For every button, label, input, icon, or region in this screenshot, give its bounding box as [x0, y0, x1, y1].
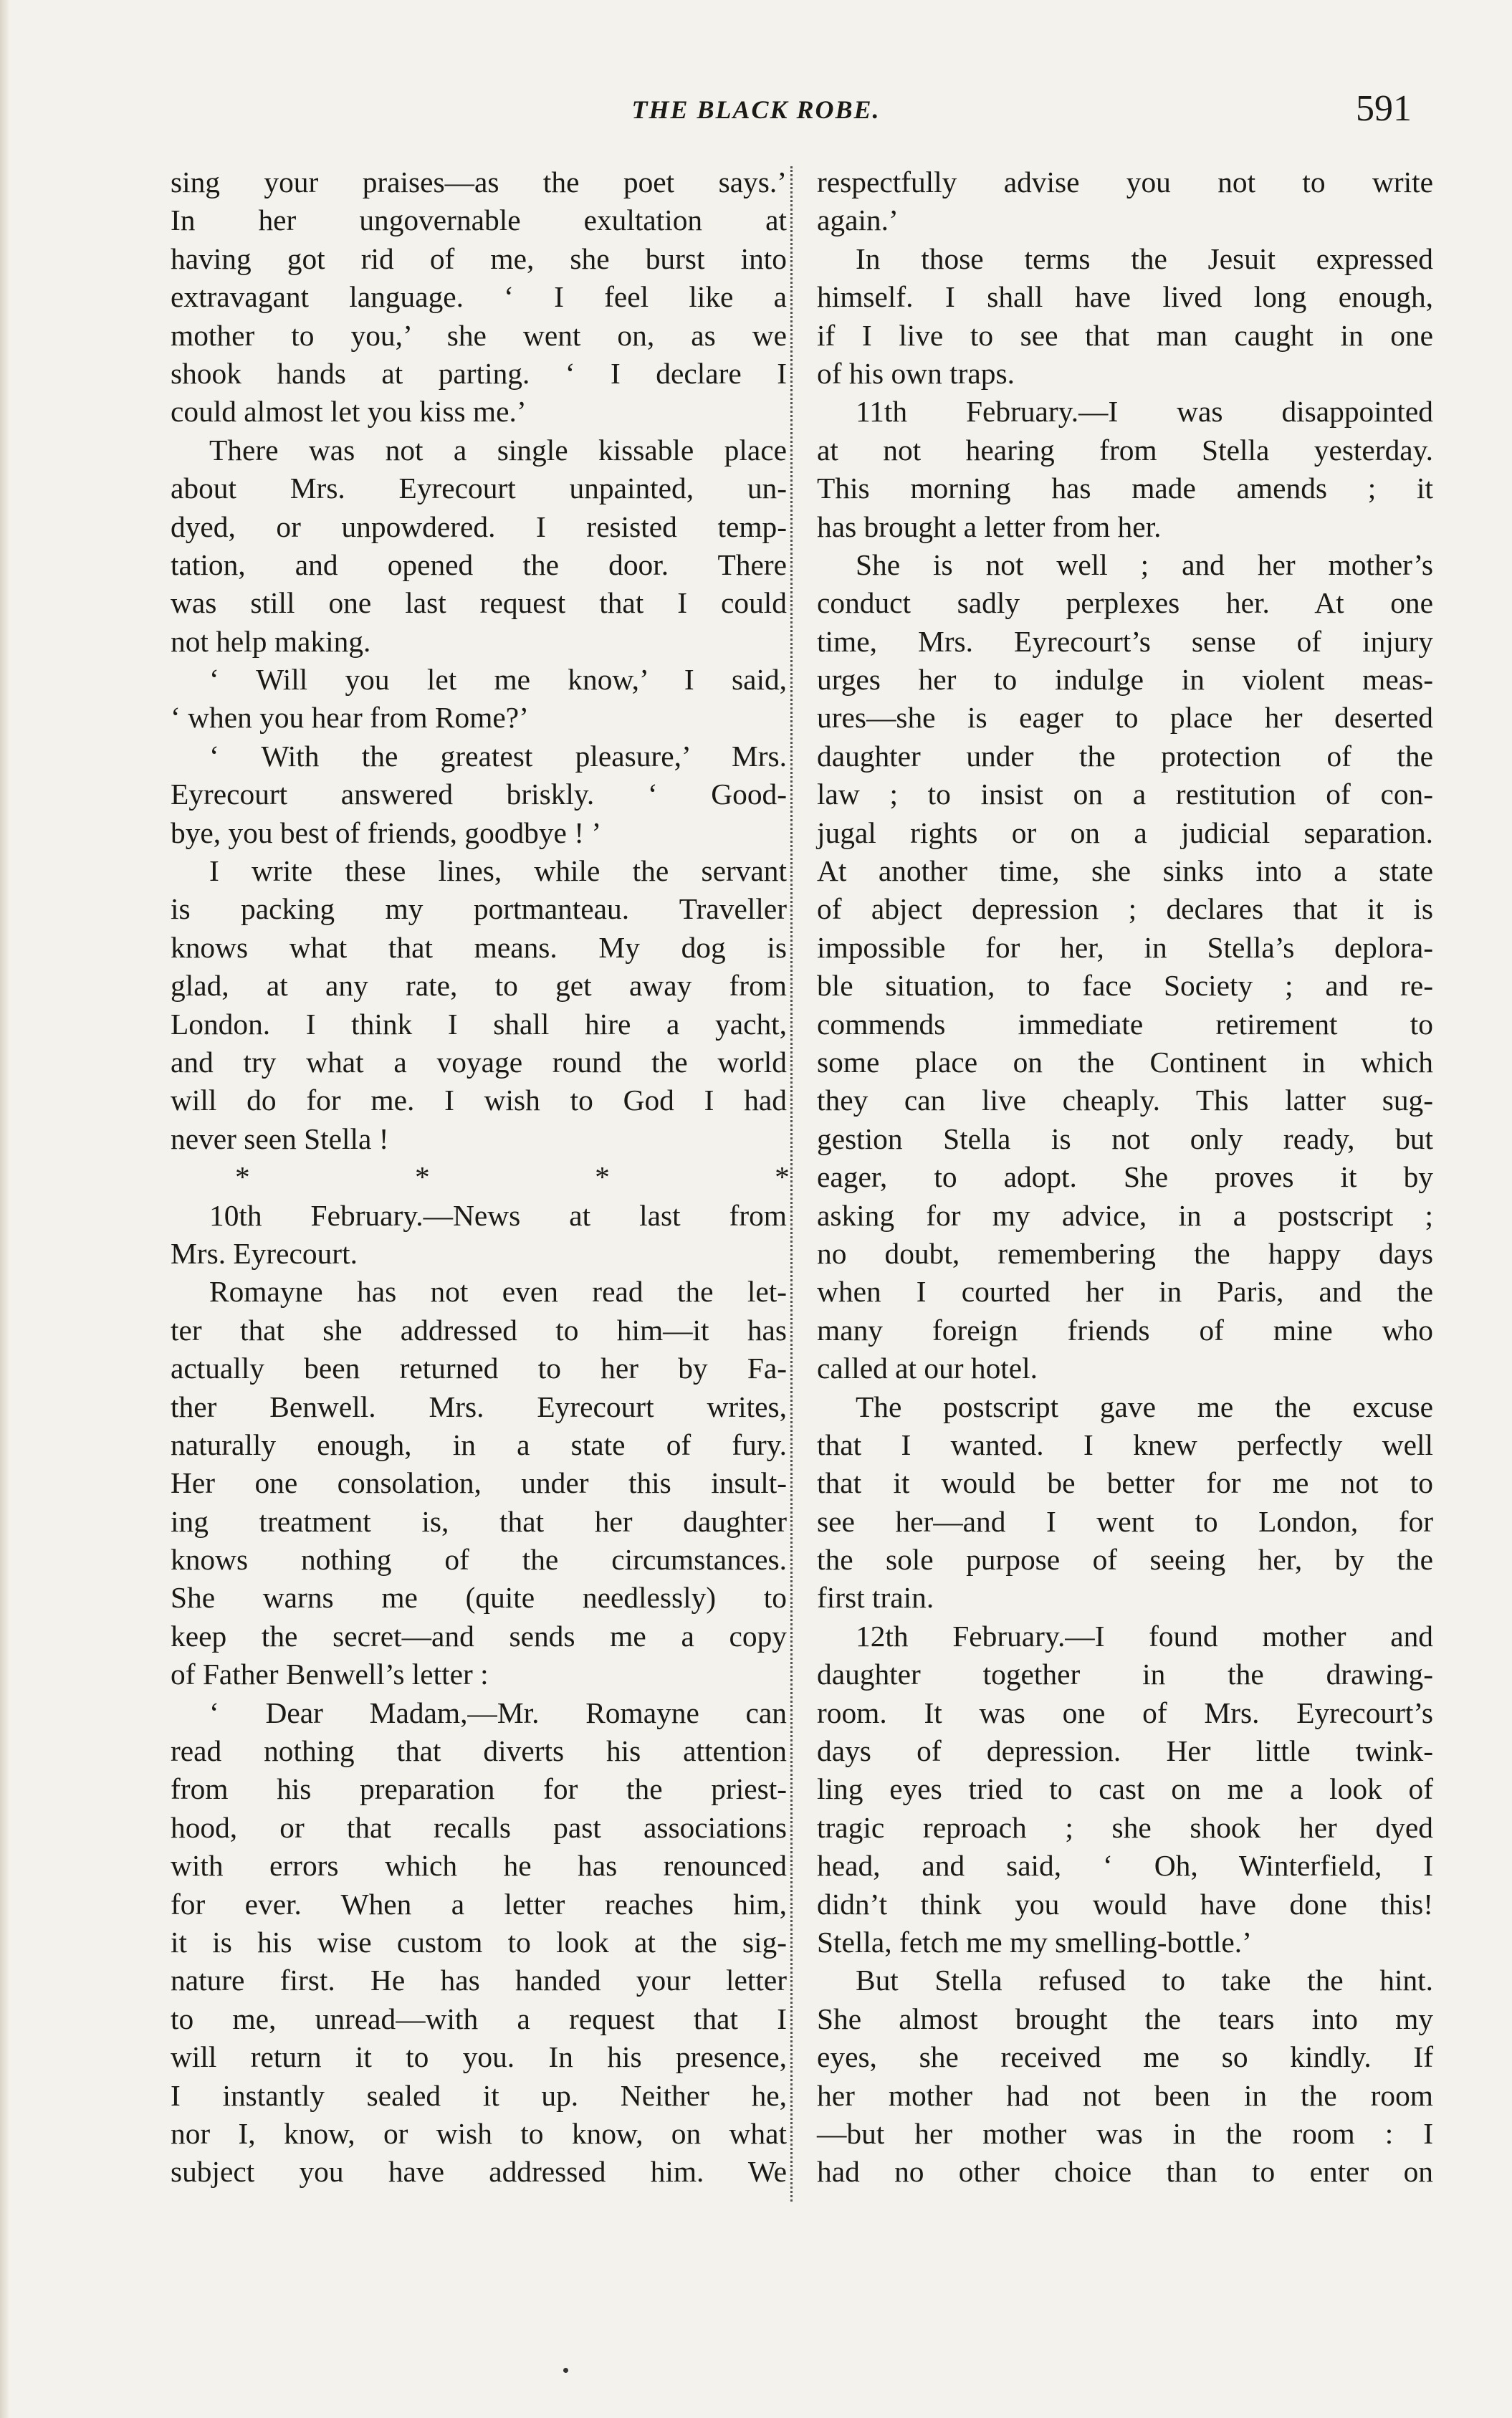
text-line: with errors which he has renounced [171, 1849, 787, 1883]
text-line: gestion Stella is not only ready, but [817, 1122, 1433, 1155]
text-line: having got rid of me, she burst into [171, 242, 787, 275]
text-line: ‘ when you hear from Rome?’ [171, 701, 529, 735]
text-line: daughter together in the drawing- [817, 1658, 1433, 1691]
text-line: many foreign friends of mine who [817, 1313, 1433, 1347]
text-line: London. I think I shall hire a yacht, [171, 1007, 787, 1041]
text-line: naturally enough, in a state of fury. [171, 1428, 787, 1461]
text-line: time, Mrs. Eyrecourt’s sense of injury [817, 624, 1433, 658]
column-divider [790, 166, 793, 2202]
text-line: ing treatment is, that her daughter [171, 1504, 787, 1538]
text-line: 11th February.—I was disappointed [856, 395, 1433, 429]
text-line: shook hands at parting. ‘ I declare I [171, 356, 787, 390]
text-line: —but her mother was in the room : I [817, 2116, 1433, 2150]
text-line: Her one consolation, under this insult- [171, 1466, 787, 1500]
text-line: But Stella refused to take the hint. [856, 1964, 1433, 1997]
text-line: when I courted her in Paris, and the [817, 1275, 1433, 1309]
text-line: commends immediate retirement to [817, 1007, 1433, 1041]
text-line: nature first. He has handed your letter [171, 1964, 787, 1997]
text-line: is packing my portmanteau. Traveller [171, 892, 787, 926]
text-line: tation, and opened the door. There [171, 548, 787, 581]
text-line: In her ungovernable exultation at [171, 204, 787, 237]
text-line: ‘ Will you let me know,’ I said, [209, 663, 787, 697]
text-line: to me, unread—with a request that I [171, 2002, 787, 2035]
page-number: 591 [1356, 88, 1412, 129]
text-line: sing your praises—as the poet says.’ [171, 166, 787, 199]
text-line: law ; to insist on a restitution of con- [817, 778, 1433, 811]
text-line: that it would be better for me not to [817, 1466, 1433, 1500]
text-line: subject you have addressed him. We [171, 2155, 787, 2189]
text-line: ‘ Dear Madam,—Mr. Romayne can [209, 1696, 787, 1729]
text-line: ‘ With the greatest pleasure,’ Mrs. [209, 739, 787, 773]
right-text-column [817, 163, 1433, 2192]
running-header-title: THE BLACK ROBE. [631, 95, 881, 124]
text-line: read nothing that diverts his attention [171, 1734, 787, 1768]
text-line: not help making. [171, 624, 371, 658]
text-line: hood, or that recalls past associations [171, 1810, 787, 1844]
text-line: will return it to you. In his presence, [171, 2040, 787, 2074]
text-line: it is his wise custom to look at the sig- [171, 1925, 787, 1959]
text-line: keep the secret—and sends me a copy [171, 1619, 787, 1653]
text-line: Stella, fetch me my smelling-bottle.’ [817, 1925, 1252, 1959]
text-line: the sole purpose of seeing her, by the [817, 1543, 1433, 1577]
text-line: her mother had not been in the room [817, 2078, 1433, 2112]
text-line: days of depression. Her little twink- [817, 1734, 1433, 1768]
text-line: impossible for her, in Stella’s deplora- [817, 930, 1433, 964]
text-line: nor I, know, or wish to know, on what [171, 2116, 787, 2150]
text-line: 10th February.—News at last from [209, 1198, 787, 1232]
text-line: called at our hotel. [817, 1352, 1038, 1385]
text-line: himself. I shall have lived long enough, [817, 280, 1433, 314]
text-line: mother to you,’ she went on, as we [171, 318, 787, 352]
text-line: asking for my advice, in a postscript ; [817, 1198, 1433, 1232]
text-line: ther Benwell. Mrs. Eyrecourt writes, [171, 1390, 787, 1423]
text-line: room. It was one of Mrs. Eyrecourt’s [817, 1696, 1433, 1729]
text-line: tragic reproach ; she shook her dyed [817, 1810, 1433, 1844]
text-line: of abject depression ; declares that it is [817, 892, 1433, 926]
text-line: The postscript gave me the excuse [856, 1390, 1433, 1423]
text-line: In those terms the Jesuit expressed [856, 242, 1433, 275]
text-line: eager, to adopt. She proves it by [817, 1160, 1433, 1194]
text-line: if I live to see that man caught in one [817, 318, 1433, 352]
text-line: they can live cheaply. This latter sug- [817, 1084, 1433, 1117]
text-line: This morning has made amends ; it [817, 472, 1433, 505]
text-line: at not hearing from Stella yesterday. [817, 433, 1433, 467]
text-line: urges her to indulge in violent meas- [817, 663, 1433, 697]
text-line: * * * * [235, 1160, 869, 1194]
text-line: actually been returned to her by Fa- [171, 1352, 787, 1385]
text-line: There was not a single kissable place [209, 433, 787, 467]
text-line: glad, at any rate, to get away from [171, 969, 787, 1003]
text-line: daughter under the protection of the [817, 739, 1433, 773]
text-line: was still one last request that I could [171, 586, 787, 620]
text-line: could almost let you kiss me.’ [171, 395, 527, 429]
text-line: has brought a letter from her. [817, 510, 1162, 543]
text-line: for ever. When a letter reaches him, [171, 1887, 787, 1921]
text-line: dyed, or unpowdered. I resisted temp- [171, 510, 787, 543]
text-line: of his own traps. [817, 356, 1015, 390]
text-line: I write these lines, while the servant [209, 854, 787, 888]
text-line: head, and said, ‘ Oh, Winterfield, I [817, 1849, 1433, 1883]
text-line: ter that she addressed to him—it has [171, 1313, 787, 1347]
text-line: will do for me. I wish to God I had [171, 1084, 787, 1117]
text-line: from his preparation for the priest- [171, 1772, 787, 1806]
text-line: of Father Benwell’s letter : [171, 1658, 489, 1691]
text-line: bye, you best of friends, goodbye ! ’ [171, 816, 602, 849]
text-line: no doubt, remembering the happy days [817, 1236, 1433, 1270]
text-line: about Mrs. Eyrecourt unpainted, un- [171, 472, 787, 505]
print-speck [563, 2368, 568, 2373]
text-line: knows nothing of the circumstances. [171, 1543, 787, 1577]
text-line: ble situation, to face Society ; and re- [817, 969, 1433, 1003]
text-line: see her—and I went to London, for [817, 1504, 1433, 1538]
text-line: At another time, she sinks into a state [817, 854, 1433, 888]
text-line: never seen Stella ! [171, 1122, 389, 1155]
text-line: had no other choice than to enter on [817, 2155, 1433, 2189]
text-line: ling eyes tried to cast on me a look of [817, 1772, 1433, 1806]
text-line: again.’ [817, 204, 899, 237]
text-line: didn’t think you would have done this! [817, 1887, 1433, 1921]
text-line: knows what that means. My dog is [171, 930, 787, 964]
text-line: Eyrecourt answered briskly. ‘ Good- [171, 778, 787, 811]
text-line: and try what a voyage round the world [171, 1045, 787, 1079]
text-line: respectfully advise you not to write [817, 166, 1433, 199]
text-line: She is not well ; and her mother’s [856, 548, 1433, 581]
text-line: conduct sadly perplexes her. At one [817, 586, 1433, 620]
text-line: ures—she is eager to place her deserted [817, 701, 1433, 735]
text-line: Romayne has not even read the let- [209, 1275, 787, 1309]
text-line: jugal rights or on a judicial separation. [817, 816, 1433, 849]
text-line: that I wanted. I knew perfectly well [817, 1428, 1433, 1461]
text-line: first train. [817, 1581, 934, 1615]
text-line: 12th February.—I found mother and [856, 1619, 1433, 1653]
text-line: extravagant language. ‘ I feel like a [171, 280, 787, 314]
text-line: She warns me (quite needlessly) to [171, 1581, 787, 1615]
text-line: She almost brought the tears into my [817, 2002, 1433, 2035]
text-line: some place on the Continent in which [817, 1045, 1433, 1079]
text-line: Mrs. Eyrecourt. [171, 1236, 358, 1270]
text-line: eyes, she received me so kindly. If [817, 2040, 1433, 2074]
page-edge-shadow [0, 0, 10, 2418]
text-line: I instantly sealed it up. Neither he, [171, 2078, 787, 2112]
